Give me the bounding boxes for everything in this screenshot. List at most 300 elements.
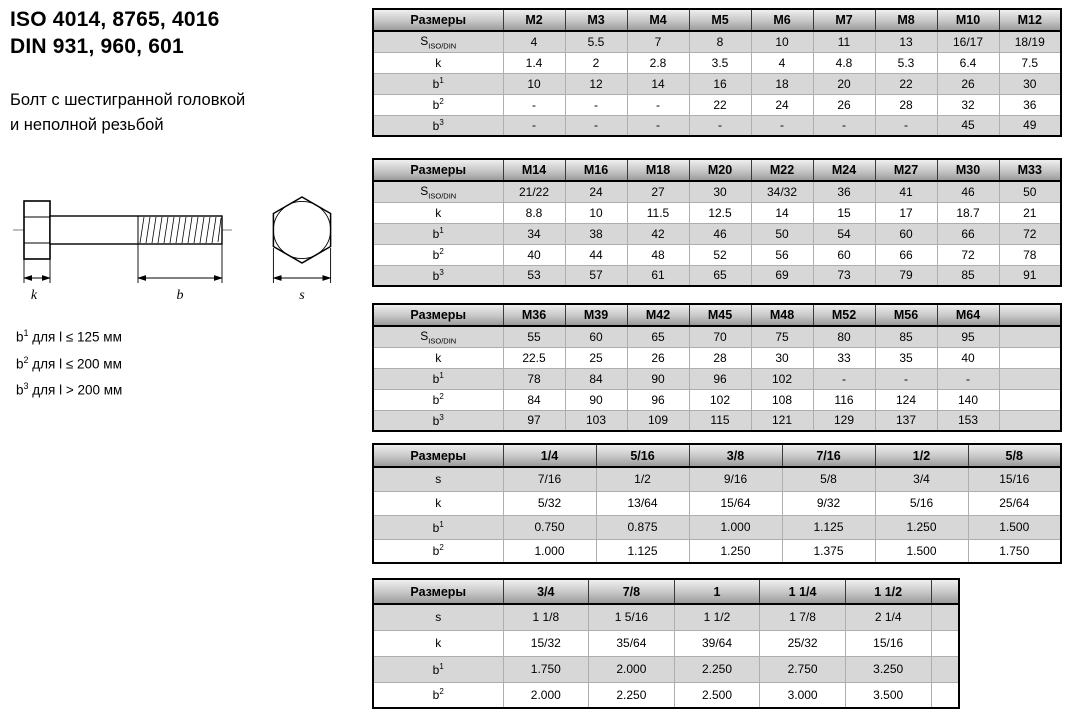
table-cell: 34/32 <box>751 181 813 202</box>
table-corner-header: Размеры <box>373 9 503 31</box>
column-header: M56 <box>875 304 937 326</box>
dimension-table-metric-m2-m12 <box>372 8 1062 137</box>
table-cell: 109 <box>627 410 689 431</box>
table-cell: 72 <box>937 244 999 265</box>
table-cell: 21 <box>999 202 1061 223</box>
table-cell: - <box>751 115 813 136</box>
table-cell: 25 <box>565 347 627 368</box>
table-row <box>373 368 1061 389</box>
table-cell: - <box>503 115 565 136</box>
table-cell <box>999 326 1061 347</box>
table-cell: 4.8 <box>813 52 875 73</box>
table-cell: 15/64 <box>689 491 782 515</box>
table-cell: - <box>627 94 689 115</box>
row-label: k <box>373 491 503 515</box>
header-row <box>373 159 1061 181</box>
table-cell: 2.750 <box>760 656 846 682</box>
dimension-table-inch-small <box>372 443 1062 564</box>
table-cell: 39/64 <box>674 630 760 656</box>
table-cell: 91 <box>999 265 1061 286</box>
table-cell: 90 <box>627 368 689 389</box>
table-cell: 40 <box>937 347 999 368</box>
table-cell: - <box>689 115 751 136</box>
column-header <box>999 304 1061 326</box>
table-cell: 2.250 <box>589 682 675 708</box>
table-cell: 8.8 <box>503 202 565 223</box>
table-cell: 16/17 <box>937 31 999 52</box>
table-cell: 10 <box>751 31 813 52</box>
table-cell: 102 <box>751 368 813 389</box>
row-label: $b^3$ <box>373 410 503 431</box>
table-cell <box>931 656 959 682</box>
row-label: s <box>373 604 503 630</box>
table-cell: 2.000 <box>589 656 675 682</box>
dimension-table-metric-m36-m64 <box>372 303 1062 432</box>
table-cell: - <box>565 94 627 115</box>
table-row <box>373 52 1061 73</box>
row-label: k <box>373 52 503 73</box>
table-cell: 13 <box>875 31 937 52</box>
column-header: M45 <box>689 304 751 326</box>
table-cell: 1.000 <box>689 515 782 539</box>
table-cell: 22 <box>689 94 751 115</box>
table-cell: 140 <box>937 389 999 410</box>
table-row <box>373 515 1061 539</box>
footnotes <box>16 322 122 402</box>
column-header: M64 <box>937 304 999 326</box>
column-header: M10 <box>937 9 999 31</box>
table-cell: 15 <box>813 202 875 223</box>
header-row <box>373 9 1061 31</box>
row-label: k <box>373 347 503 368</box>
table-cell <box>999 347 1061 368</box>
row-label: $b^2$ <box>373 94 503 115</box>
table-cell: 2.500 <box>674 682 760 708</box>
row-label: $S_{ISO/DIN}$ <box>373 31 503 52</box>
table-cell: 84 <box>503 389 565 410</box>
title-line-iso: ISO 4014, 8765, 4016 <box>10 8 220 31</box>
bolt-side-view <box>13 201 232 303</box>
table-cell: 11 <box>813 31 875 52</box>
table-row <box>373 326 1061 347</box>
left-column <box>10 6 368 398</box>
table-cell: 22.5 <box>503 347 565 368</box>
column-header: 5/8 <box>968 444 1061 467</box>
column-header: 7/16 <box>782 444 875 467</box>
table-cell: 33 <box>813 347 875 368</box>
table-cell: 25/32 <box>760 630 846 656</box>
column-header: M3 <box>565 9 627 31</box>
table-cell: 96 <box>689 368 751 389</box>
table-cell: 53 <box>503 265 565 286</box>
table-cell: 1 7/8 <box>760 604 846 630</box>
table-cell: 57 <box>565 265 627 286</box>
table-row <box>373 223 1061 244</box>
table-cell: 15/16 <box>968 467 1061 491</box>
table-cell: 26 <box>627 347 689 368</box>
table-cell: 2 1/4 <box>845 604 931 630</box>
table-cell: 46 <box>689 223 751 244</box>
table-cell: 115 <box>689 410 751 431</box>
table-cell: 1.4 <box>503 52 565 73</box>
table-cell: 28 <box>875 94 937 115</box>
table-cell: 18.7 <box>937 202 999 223</box>
table-corner-header: Размеры <box>373 159 503 181</box>
table-row <box>373 244 1061 265</box>
column-header: 1/2 <box>875 444 968 467</box>
table-cell: 52 <box>689 244 751 265</box>
table-cell: 65 <box>627 326 689 347</box>
column-header: M14 <box>503 159 565 181</box>
column-header: 1 1/2 <box>845 579 931 604</box>
row-label: $b^1$ <box>373 515 503 539</box>
table-cell: 85 <box>937 265 999 286</box>
table-cell: 36 <box>999 94 1061 115</box>
table-cell: 95 <box>937 326 999 347</box>
table-cell: 108 <box>751 389 813 410</box>
bolt-drawing-svg <box>10 182 366 322</box>
table-cell: - <box>813 115 875 136</box>
table-cell: 30 <box>689 181 751 202</box>
column-header: 5/16 <box>596 444 689 467</box>
table-cell: - <box>503 94 565 115</box>
table-cell: 116 <box>813 389 875 410</box>
table-cell: 8 <box>689 31 751 52</box>
header-row <box>373 444 1061 467</box>
table-cell: 1.125 <box>782 515 875 539</box>
table-row <box>373 347 1061 368</box>
table-cell: 70 <box>689 326 751 347</box>
table-cell: 137 <box>875 410 937 431</box>
footnote-b2: $b^2$ для l ≤ 200 мм <box>16 354 122 371</box>
table-cell: 1 1/2 <box>674 604 760 630</box>
column-header: 1 <box>674 579 760 604</box>
table-row <box>373 73 1061 94</box>
table-cell: 41 <box>875 181 937 202</box>
table-cell: 4 <box>503 31 565 52</box>
column-header: M5 <box>689 9 751 31</box>
table-cell: 1.750 <box>503 656 589 682</box>
column-header: M12 <box>999 9 1061 31</box>
column-header: M36 <box>503 304 565 326</box>
table-cell: 84 <box>565 368 627 389</box>
table-cell: 78 <box>503 368 565 389</box>
document-subtitle <box>10 88 245 138</box>
column-header: M8 <box>875 9 937 31</box>
table-corner-header: Размеры <box>373 304 503 326</box>
table-cell: 3.5 <box>689 52 751 73</box>
table-cell: 56 <box>751 244 813 265</box>
hexagon-outline <box>273 197 330 263</box>
table-cell: 103 <box>565 410 627 431</box>
table-cell: - <box>875 115 937 136</box>
table-cell: 10 <box>565 202 627 223</box>
table-cell: 75 <box>751 326 813 347</box>
table-cell <box>999 410 1061 431</box>
table-cell: 2.8 <box>627 52 689 73</box>
table-cell: 30 <box>999 73 1061 94</box>
table-cell: 69 <box>751 265 813 286</box>
table-cell: 3.500 <box>845 682 931 708</box>
table-cell: 3.000 <box>760 682 846 708</box>
table-cell: 10 <box>503 73 565 94</box>
table-cell: 14 <box>751 202 813 223</box>
table-cell: 1.250 <box>689 539 782 563</box>
bolt-technical-drawing <box>10 182 366 322</box>
table-row <box>373 656 959 682</box>
table-cell: 20 <box>813 73 875 94</box>
column-header: M16 <box>565 159 627 181</box>
table-row <box>373 115 1061 136</box>
table-cell: 36 <box>813 181 875 202</box>
column-header: M2 <box>503 9 565 31</box>
row-label: $b^1$ <box>373 656 503 682</box>
row-label: $S_{ISO/DIN}$ <box>373 326 503 347</box>
row-label: $b^2$ <box>373 539 503 563</box>
table-cell: 50 <box>999 181 1061 202</box>
table-cell: 1.500 <box>875 539 968 563</box>
row-label: $b^2$ <box>373 389 503 410</box>
table-cell: 66 <box>937 223 999 244</box>
table-cell: 18 <box>751 73 813 94</box>
dimension-table-metric-m14-m33 <box>372 158 1062 287</box>
table-cell: 54 <box>813 223 875 244</box>
table-cell: 15/32 <box>503 630 589 656</box>
table-cell: 5.5 <box>565 31 627 52</box>
column-header: M24 <box>813 159 875 181</box>
table-cell: 49 <box>999 115 1061 136</box>
table-cell: 30 <box>751 347 813 368</box>
subtitle-line-2: и неполной резьбой <box>10 116 164 134</box>
dimension-label-s: s <box>299 288 305 303</box>
table-cell: 5/8 <box>782 467 875 491</box>
footnote-b1: $b^1$ для l ≤ 125 мм <box>16 328 122 345</box>
table-cell: 15/16 <box>845 630 931 656</box>
table-cell: 97 <box>503 410 565 431</box>
dimension-label-b: b <box>176 288 184 303</box>
table-cell: 2 <box>565 52 627 73</box>
row-label: $b^2$ <box>373 244 503 265</box>
table-cell: 42 <box>627 223 689 244</box>
table-cell: 55 <box>503 326 565 347</box>
column-header: M4 <box>627 9 689 31</box>
table-cell: 17 <box>875 202 937 223</box>
subtitle-line-1: Болт с шестигранной головкой <box>10 91 246 109</box>
row-label: $b^3$ <box>373 265 503 286</box>
row-label: k <box>373 202 503 223</box>
table-cell: 16 <box>689 73 751 94</box>
hex-end-view <box>273 197 330 303</box>
table-cell: 90 <box>565 389 627 410</box>
table-cell: 1.375 <box>782 539 875 563</box>
column-header: 3/8 <box>689 444 782 467</box>
table-cell: 46 <box>937 181 999 202</box>
table-cell: 72 <box>999 223 1061 244</box>
column-header: 3/4 <box>503 579 589 604</box>
table-corner-header: Размеры <box>373 579 503 604</box>
table-cell: 9/32 <box>782 491 875 515</box>
column-header: 1/4 <box>503 444 596 467</box>
table-cell: 45 <box>937 115 999 136</box>
table-cell: - <box>813 368 875 389</box>
table-cell <box>999 389 1061 410</box>
table-cell: 124 <box>875 389 937 410</box>
table-cell: 79 <box>875 265 937 286</box>
table-cell <box>931 682 959 708</box>
table-cell: 7/16 <box>503 467 596 491</box>
table-cell: 5.3 <box>875 52 937 73</box>
table-cell: 24 <box>751 94 813 115</box>
bolt-head <box>24 201 50 259</box>
dimension-k <box>24 259 50 283</box>
column-header: M42 <box>627 304 689 326</box>
table-corner-header: Размеры <box>373 444 503 467</box>
table-cell: 50 <box>751 223 813 244</box>
table-cell <box>931 604 959 630</box>
table-cell <box>999 368 1061 389</box>
table-cell: 2.000 <box>503 682 589 708</box>
column-header: 7/8 <box>589 579 675 604</box>
table-cell: 102 <box>689 389 751 410</box>
table-cell: 1.750 <box>968 539 1061 563</box>
table-cell: 7 <box>627 31 689 52</box>
table-cell: 44 <box>565 244 627 265</box>
table-cell: - <box>875 368 937 389</box>
table-row <box>373 202 1061 223</box>
table-cell: 24 <box>565 181 627 202</box>
table-cell: 35/64 <box>589 630 675 656</box>
table-row <box>373 389 1061 410</box>
table-cell: 78 <box>999 244 1061 265</box>
dimension-label-k: k <box>30 288 38 303</box>
row-label: $b^1$ <box>373 223 503 244</box>
table-cell: 26 <box>813 94 875 115</box>
column-header: M22 <box>751 159 813 181</box>
table-cell: - <box>565 115 627 136</box>
row-label: $b^1$ <box>373 368 503 389</box>
table-row <box>373 491 1061 515</box>
column-header: M18 <box>627 159 689 181</box>
table-cell: 3/4 <box>875 467 968 491</box>
table-cell: 32 <box>937 94 999 115</box>
table-cell: 1.125 <box>596 539 689 563</box>
column-header: M20 <box>689 159 751 181</box>
document-title <box>10 6 368 60</box>
table-cell: 6.4 <box>937 52 999 73</box>
row-label: s <box>373 467 503 491</box>
table-cell: 60 <box>875 223 937 244</box>
table-cell: 61 <box>627 265 689 286</box>
table-cell: 21/22 <box>503 181 565 202</box>
table-cell: 5/32 <box>503 491 596 515</box>
table-row <box>373 539 1061 563</box>
column-header: 1 1/4 <box>760 579 846 604</box>
table-cell: 1.500 <box>968 515 1061 539</box>
title-line-din: DIN 931, 960, 601 <box>10 35 184 58</box>
table-row <box>373 604 959 630</box>
column-header: M27 <box>875 159 937 181</box>
table-cell: 5/16 <box>875 491 968 515</box>
table-cell: 1.000 <box>503 539 596 563</box>
table-cell: 38 <box>565 223 627 244</box>
table-cell: 9/16 <box>689 467 782 491</box>
table-row <box>373 682 959 708</box>
table-cell: 1/2 <box>596 467 689 491</box>
table-cell: 0.875 <box>596 515 689 539</box>
column-header: M52 <box>813 304 875 326</box>
row-label: $b^3$ <box>373 115 503 136</box>
table-cell: 1 1/8 <box>503 604 589 630</box>
table-cell: 85 <box>875 326 937 347</box>
table-row <box>373 630 959 656</box>
table-cell: 1.250 <box>875 515 968 539</box>
footnote-b3: $b^3$ для l > 200 мм <box>16 381 123 398</box>
table-row <box>373 467 1061 491</box>
table-cell: 96 <box>627 389 689 410</box>
column-header: M30 <box>937 159 999 181</box>
table-cell: - <box>627 115 689 136</box>
header-row <box>373 304 1061 326</box>
table-cell: 40 <box>503 244 565 265</box>
table-cell: 121 <box>751 410 813 431</box>
table-cell: 60 <box>565 326 627 347</box>
table-cell <box>931 630 959 656</box>
table-cell: 2.250 <box>674 656 760 682</box>
table-cell: 60 <box>813 244 875 265</box>
column-header: M7 <box>813 9 875 31</box>
column-header: M6 <box>751 9 813 31</box>
table-cell: - <box>937 368 999 389</box>
table-cell: 28 <box>689 347 751 368</box>
row-label: $b^1$ <box>373 73 503 94</box>
table-cell: 7.5 <box>999 52 1061 73</box>
table-cell: 80 <box>813 326 875 347</box>
table-cell: 25/64 <box>968 491 1061 515</box>
table-cell: 153 <box>937 410 999 431</box>
table-row <box>373 410 1061 431</box>
row-label: k <box>373 630 503 656</box>
dimension-table-inch-large <box>372 578 960 709</box>
table-cell: 129 <box>813 410 875 431</box>
dimension-b <box>138 244 222 283</box>
table-cell: 65 <box>689 265 751 286</box>
table-cell: 22 <box>875 73 937 94</box>
table-cell: 12.5 <box>689 202 751 223</box>
table-cell: 14 <box>627 73 689 94</box>
column-header <box>931 579 959 604</box>
column-header: M39 <box>565 304 627 326</box>
tables-column <box>372 0 1064 720</box>
table-cell: 35 <box>875 347 937 368</box>
table-cell: 34 <box>503 223 565 244</box>
table-row <box>373 181 1061 202</box>
table-row <box>373 265 1061 286</box>
table-row <box>373 31 1061 52</box>
table-cell: 26 <box>937 73 999 94</box>
table-cell: 48 <box>627 244 689 265</box>
table-cell: 3.250 <box>845 656 931 682</box>
table-cell: 12 <box>565 73 627 94</box>
table-cell: 18/19 <box>999 31 1061 52</box>
table-cell: 4 <box>751 52 813 73</box>
table-cell: 0.750 <box>503 515 596 539</box>
table-cell: 13/64 <box>596 491 689 515</box>
table-cell: 27 <box>627 181 689 202</box>
table-cell: 11.5 <box>627 202 689 223</box>
column-header: M33 <box>999 159 1061 181</box>
table-cell: 73 <box>813 265 875 286</box>
table-cell: 66 <box>875 244 937 265</box>
